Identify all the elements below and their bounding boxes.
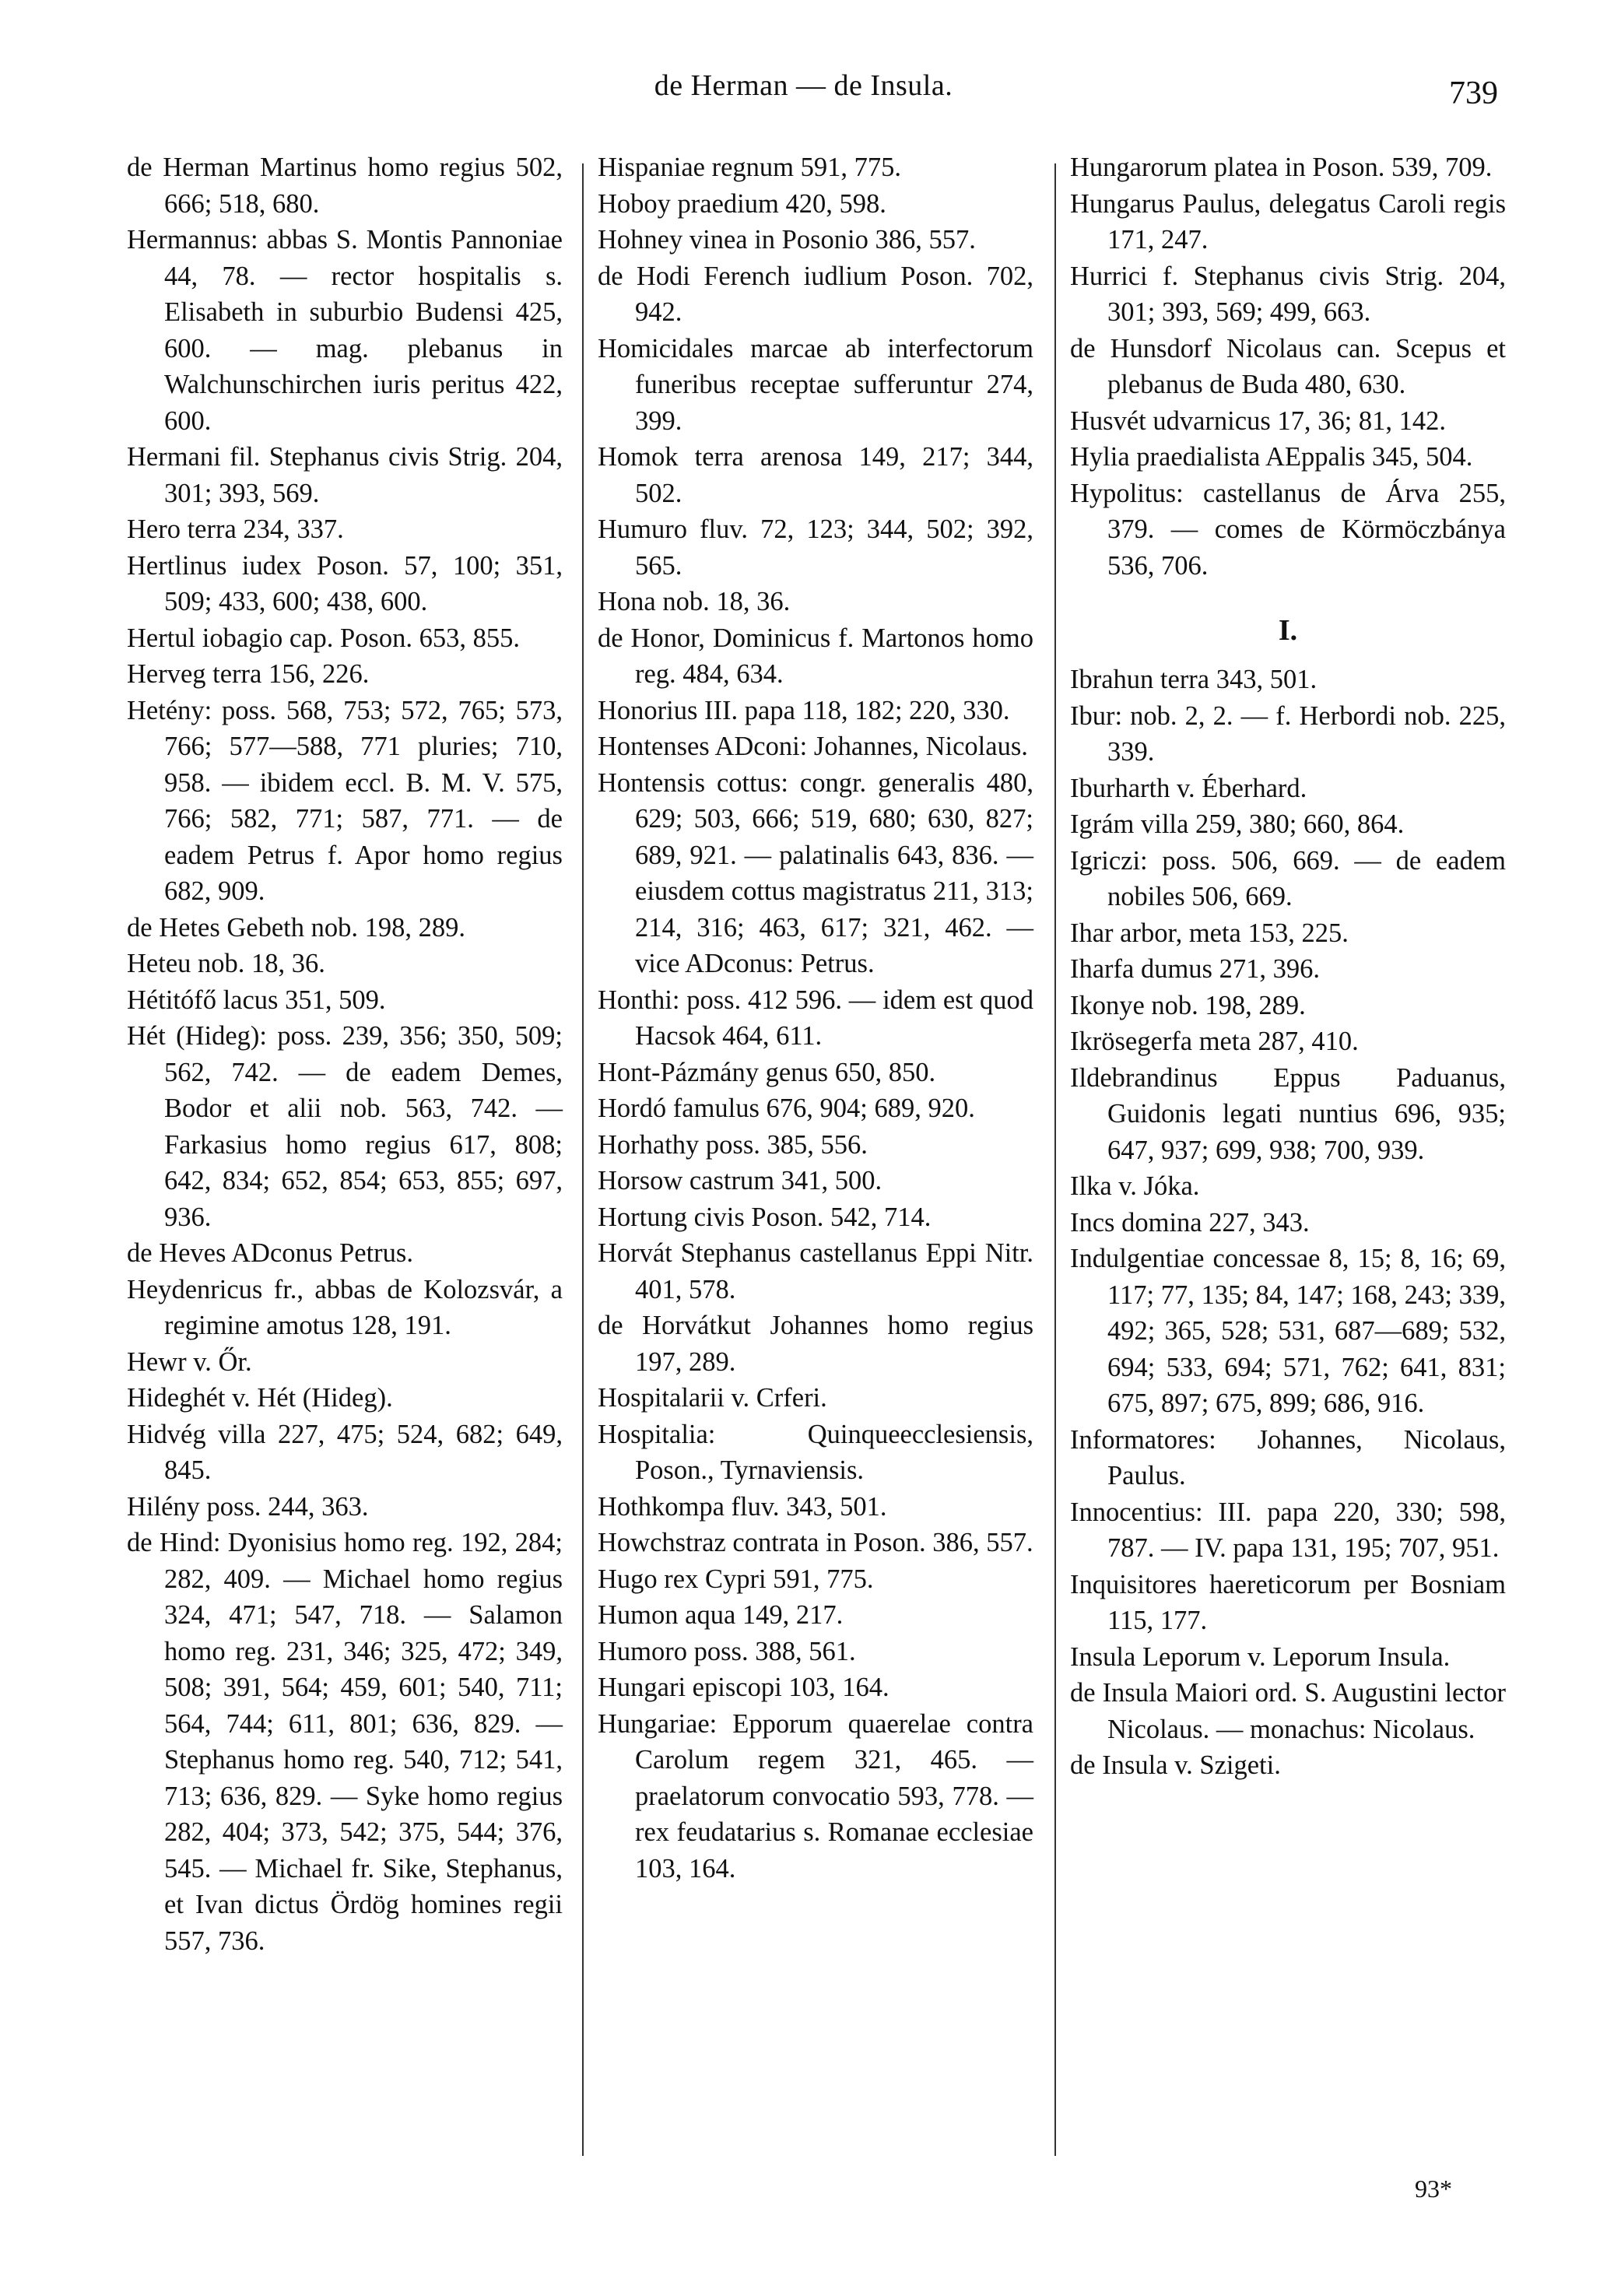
index-entry: Hertul iobagio cap. Poson. 653, 855.: [127, 623, 520, 653]
running-head: de Herman — de Insula.: [654, 69, 953, 102]
index-entry: Ibur: nob. 2, 2. — f. Herbordi nob. 225, 339.: [1070, 700, 1506, 767]
column-divider: [582, 163, 584, 2156]
index-entry: Hungariae: Epporum quaerelae contra Carolum regem 321, 465. — praelatorum convocatio 593, 778. — rex feudatarius s. Romanae ecclesiae 103, 164.: [598, 1708, 1033, 1883]
page-number: 739: [1449, 75, 1498, 111]
index-entry: de Herman Martinus homo regius 502, 666; 518, 680.: [127, 153, 563, 219]
index-column-2: [598, 149, 1033, 1887]
index-entry: Horvát Stephanus castellanus Eppi Nitr. 401, 578.: [598, 1238, 1033, 1304]
index-entry: Hugo rex Cypri 591, 775.: [598, 1564, 874, 1594]
index-entry: Hermani fil. Stephanus civis Strig. 204, 301; 393, 569.: [127, 442, 563, 508]
index-entry: de Honor, Dominicus f. Martonos homo reg. 484, 634.: [598, 623, 1033, 689]
index-entry: Hoboy praedium 420, 598.: [598, 188, 886, 219]
index-entry: Inquisitores haereticorum per Bosniam 115, 177.: [1070, 1569, 1506, 1635]
index-column-3-i-entries: [1070, 662, 1506, 1784]
index-entry: de Hunsdorf Nicolaus can. Scepus et plebanus de Buda 480, 630.: [1070, 333, 1506, 399]
index-entry: Incs domina 227, 343.: [1070, 1207, 1310, 1238]
index-entry: Ikrösegerfa meta 287, 410.: [1070, 1027, 1359, 1056]
index-entry: Hylia praedialista AEppalis 345, 504.: [1070, 442, 1473, 472]
index-entry: Hungari episcopi 103, 164.: [598, 1673, 889, 1702]
index-entry: de Insula Maiori ord. S. Augustini lector Nicolaus. — monachus: Nicolaus.: [1070, 1678, 1506, 1744]
index-entry: Hospitalarii v. Crferi.: [598, 1383, 827, 1413]
index-entry: de Hodi Ferench iudlium Poson. 702, 942.: [598, 261, 1033, 327]
index-entry: Ibrahun terra 343, 501.: [1070, 665, 1318, 694]
index-entry: Hilény poss. 244, 363.: [127, 1491, 369, 1522]
index-entry: Hortung civis Poson. 542, 714.: [598, 1202, 932, 1232]
index-entry: Hothkompa fluv. 343, 501.: [598, 1491, 887, 1522]
index-entry: Honorius III. papa 118, 182; 220, 330.: [598, 695, 1010, 725]
index-entry: Humon aqua 149, 217.: [598, 1600, 844, 1630]
index-entry: Horhathy poss. 385, 556.: [598, 1129, 868, 1160]
index-entry: Heteu nob. 18, 36.: [127, 949, 325, 978]
index-entry: Iharfa dumus 271, 396.: [1070, 954, 1320, 984]
index-entry: Insula Leporum v. Leporum Insula.: [1070, 1641, 1451, 1672]
index-entry: Hurrici f. Stephanus civis Strig. 204, 301; 393, 569; 499, 663.: [1070, 261, 1506, 327]
index-entry: Hohney vinea in Posonio 386, 557.: [598, 225, 976, 255]
index-entry: Hermannus: abbas S. Montis Pannoniae 44, 78. — rector hospitalis s. Elisabeth in suburbio Budensi 425, 600. — mag. plebanus in Walchunschirchen iuris peritus 422, 600.: [127, 225, 563, 436]
index-entry: Humuro fluv. 72, 123; 344, 502; 392, 565.: [598, 514, 1033, 581]
index-entry: Hewr v. Őr.: [127, 1346, 252, 1377]
index-entry: Hideghét v. Hét (Hideg).: [127, 1383, 393, 1413]
index-entry: Hertlinus iudex Poson. 57, 100; 351, 509; 433, 600; 438, 600.: [127, 550, 563, 616]
index-entry: Hungarus Paulus, delegatus Caroli regis 171, 247.: [1070, 188, 1506, 255]
index-entry: Hungarorum platea in Poson. 539, 709.: [1070, 153, 1493, 182]
index-entry: Hontenses ADconi: Johannes, Nicolaus.: [598, 732, 1028, 761]
index-entry: Hidvég villa 227, 475; 524, 682; 649, 845.: [127, 1419, 563, 1485]
index-entry: Informatores: Johannes, Nicolaus, Paulus.: [1070, 1424, 1506, 1490]
index-entry: Indulgentiae concessae 8, 15; 8, 16; 69, 117; 77, 135; 84, 147; 168, 243; 339, 492; 365, 528; 531, 687—689; 532, 694; 533, 694; 571, 762; 641, 831; 675, 897; 675, 899; 686, 916.: [1070, 1244, 1506, 1418]
index-entry: Horsow castrum 341, 500.: [598, 1166, 882, 1195]
index-entry: Homok terra arenosa 149, 217; 344, 502.: [598, 442, 1033, 508]
index-entry: Ilka v. Jóka.: [1070, 1171, 1200, 1201]
index-entry: de Hetes Gebeth nob. 198, 289.: [127, 912, 465, 943]
index-entry: Honthi: poss. 412 596. — idem est quod Hacsok 464, 611.: [598, 985, 1033, 1051]
index-column-3-h-entries: [1070, 149, 1506, 584]
index-entry: Iburharth v. Éberhard.: [1070, 773, 1307, 803]
index-entry: Hero terra 234, 337.: [127, 514, 344, 544]
signature-mark: 93*: [1415, 2175, 1452, 2203]
index-entry: Hordó famulus 676, 904; 689, 920.: [598, 1094, 975, 1123]
index-entry: Homicidales marcae ab interfectorum funeribus receptae sufferuntur 274, 399.: [598, 333, 1033, 436]
index-entry: Igriczi: poss. 506, 669. — de eadem nobiles 506, 669.: [1070, 845, 1506, 911]
column-divider: [1054, 163, 1056, 2156]
index-entry: de Insula v. Szigeti.: [1070, 1750, 1281, 1780]
index-entry: Hont-Pázmány genus 650, 850.: [598, 1057, 936, 1087]
index-entry: Humoro poss. 388, 561.: [598, 1636, 856, 1666]
index-entry: de Horvátkut Johannes homo regius 197, 289.: [598, 1311, 1033, 1377]
index-column-3: [1070, 149, 1506, 1784]
section-heading-i: I.: [1278, 614, 1298, 647]
index-entry: de Hind: Dyonisius homo reg. 192, 284; 282, 409. — Michael homo regius 324, 471; 547, 718. — Salamon homo reg. 231, 346; 325, 472; 349, 508; 391, 564; 459, 601; 540, 711; 564, 744; 611, 801; 636, 829. — Stephanus homo reg. 540, 712; 541, 713; 636, 829. — Syke homo regius 282, 404; 373, 542; 375, 544; 376, 545. — Michael fr. Sike, Stephanus, et Ivan dictus Ördög homines regii 557, 736.: [127, 1528, 563, 1956]
index-entry: Ildebrandinus Eppus Paduanus, Guidonis legati nuntius 696, 935; 647, 937; 699, 938; 700, 939.: [1070, 1062, 1506, 1165]
index-entry: de Heves ADconus Petrus.: [127, 1238, 413, 1268]
index-column-1: [127, 149, 563, 1959]
index-entry: Igrám villa 259, 380; 660, 864.: [1070, 809, 1405, 839]
index-entry: Ikonye nob. 198, 289.: [1070, 990, 1306, 1020]
index-entry: Herveg terra 156, 226.: [127, 659, 370, 689]
index-entry: Heydenricus fr., abbas de Kolozsvár, a regimine amotus 128, 191.: [127, 1274, 563, 1340]
index-entry: Hospitalia: Quinqueecclesiensis, Poson., Tyrnaviensis.: [598, 1419, 1033, 1485]
index-entry: Howchstraz contrata in Poson. 386, 557.: [598, 1528, 1033, 1557]
index-entry: Hetény: poss. 568, 753; 572, 765; 573, 766; 577—588, 771 pluries; 710, 958. — ibidem eccl. B. M. V. 575, 766; 582, 771; 587, 771. — de eadem Petrus f. Apor homo regius 682, 909.: [127, 695, 563, 906]
index-entry: Hona nob. 18, 36.: [598, 587, 791, 616]
index-entry: Hypolitus: castellanus de Árva 255, 379. — comes de Körmöczbánya 536, 706.: [1070, 478, 1506, 581]
index-entry: Hontensis cottus: congr. generalis 480, 629; 503, 666; 519, 680; 630, 827; 689, 921. — palatinalis 643, 836. — eiusdem cottus magistratus 211, 313; 214, 316; 463, 617; 321, 462. — vice ADconus: Petrus.: [598, 767, 1033, 978]
index-entry: Hétitófő lacus 351, 509.: [127, 985, 386, 1015]
index-entry: Hispaniae regnum 591, 775.: [598, 153, 901, 182]
index-entry: Hét (Hideg): poss. 239, 356; 350, 509; 562, 742. — de eadem Demes, Bodor et alii nob. 563, 742. — Farkasius homo regius 617, 808; 642, 834; 652, 854; 653, 855; 697, 936.: [127, 1021, 563, 1232]
index-entry: Innocentius: III. papa 220, 330; 598, 787. — IV. papa 131, 195; 707, 951.: [1070, 1497, 1506, 1563]
index-entry: Ihar arbor, meta 153, 225.: [1070, 918, 1349, 948]
index-entry: Husvét udvarnicus 17, 36; 81, 142.: [1070, 405, 1446, 436]
